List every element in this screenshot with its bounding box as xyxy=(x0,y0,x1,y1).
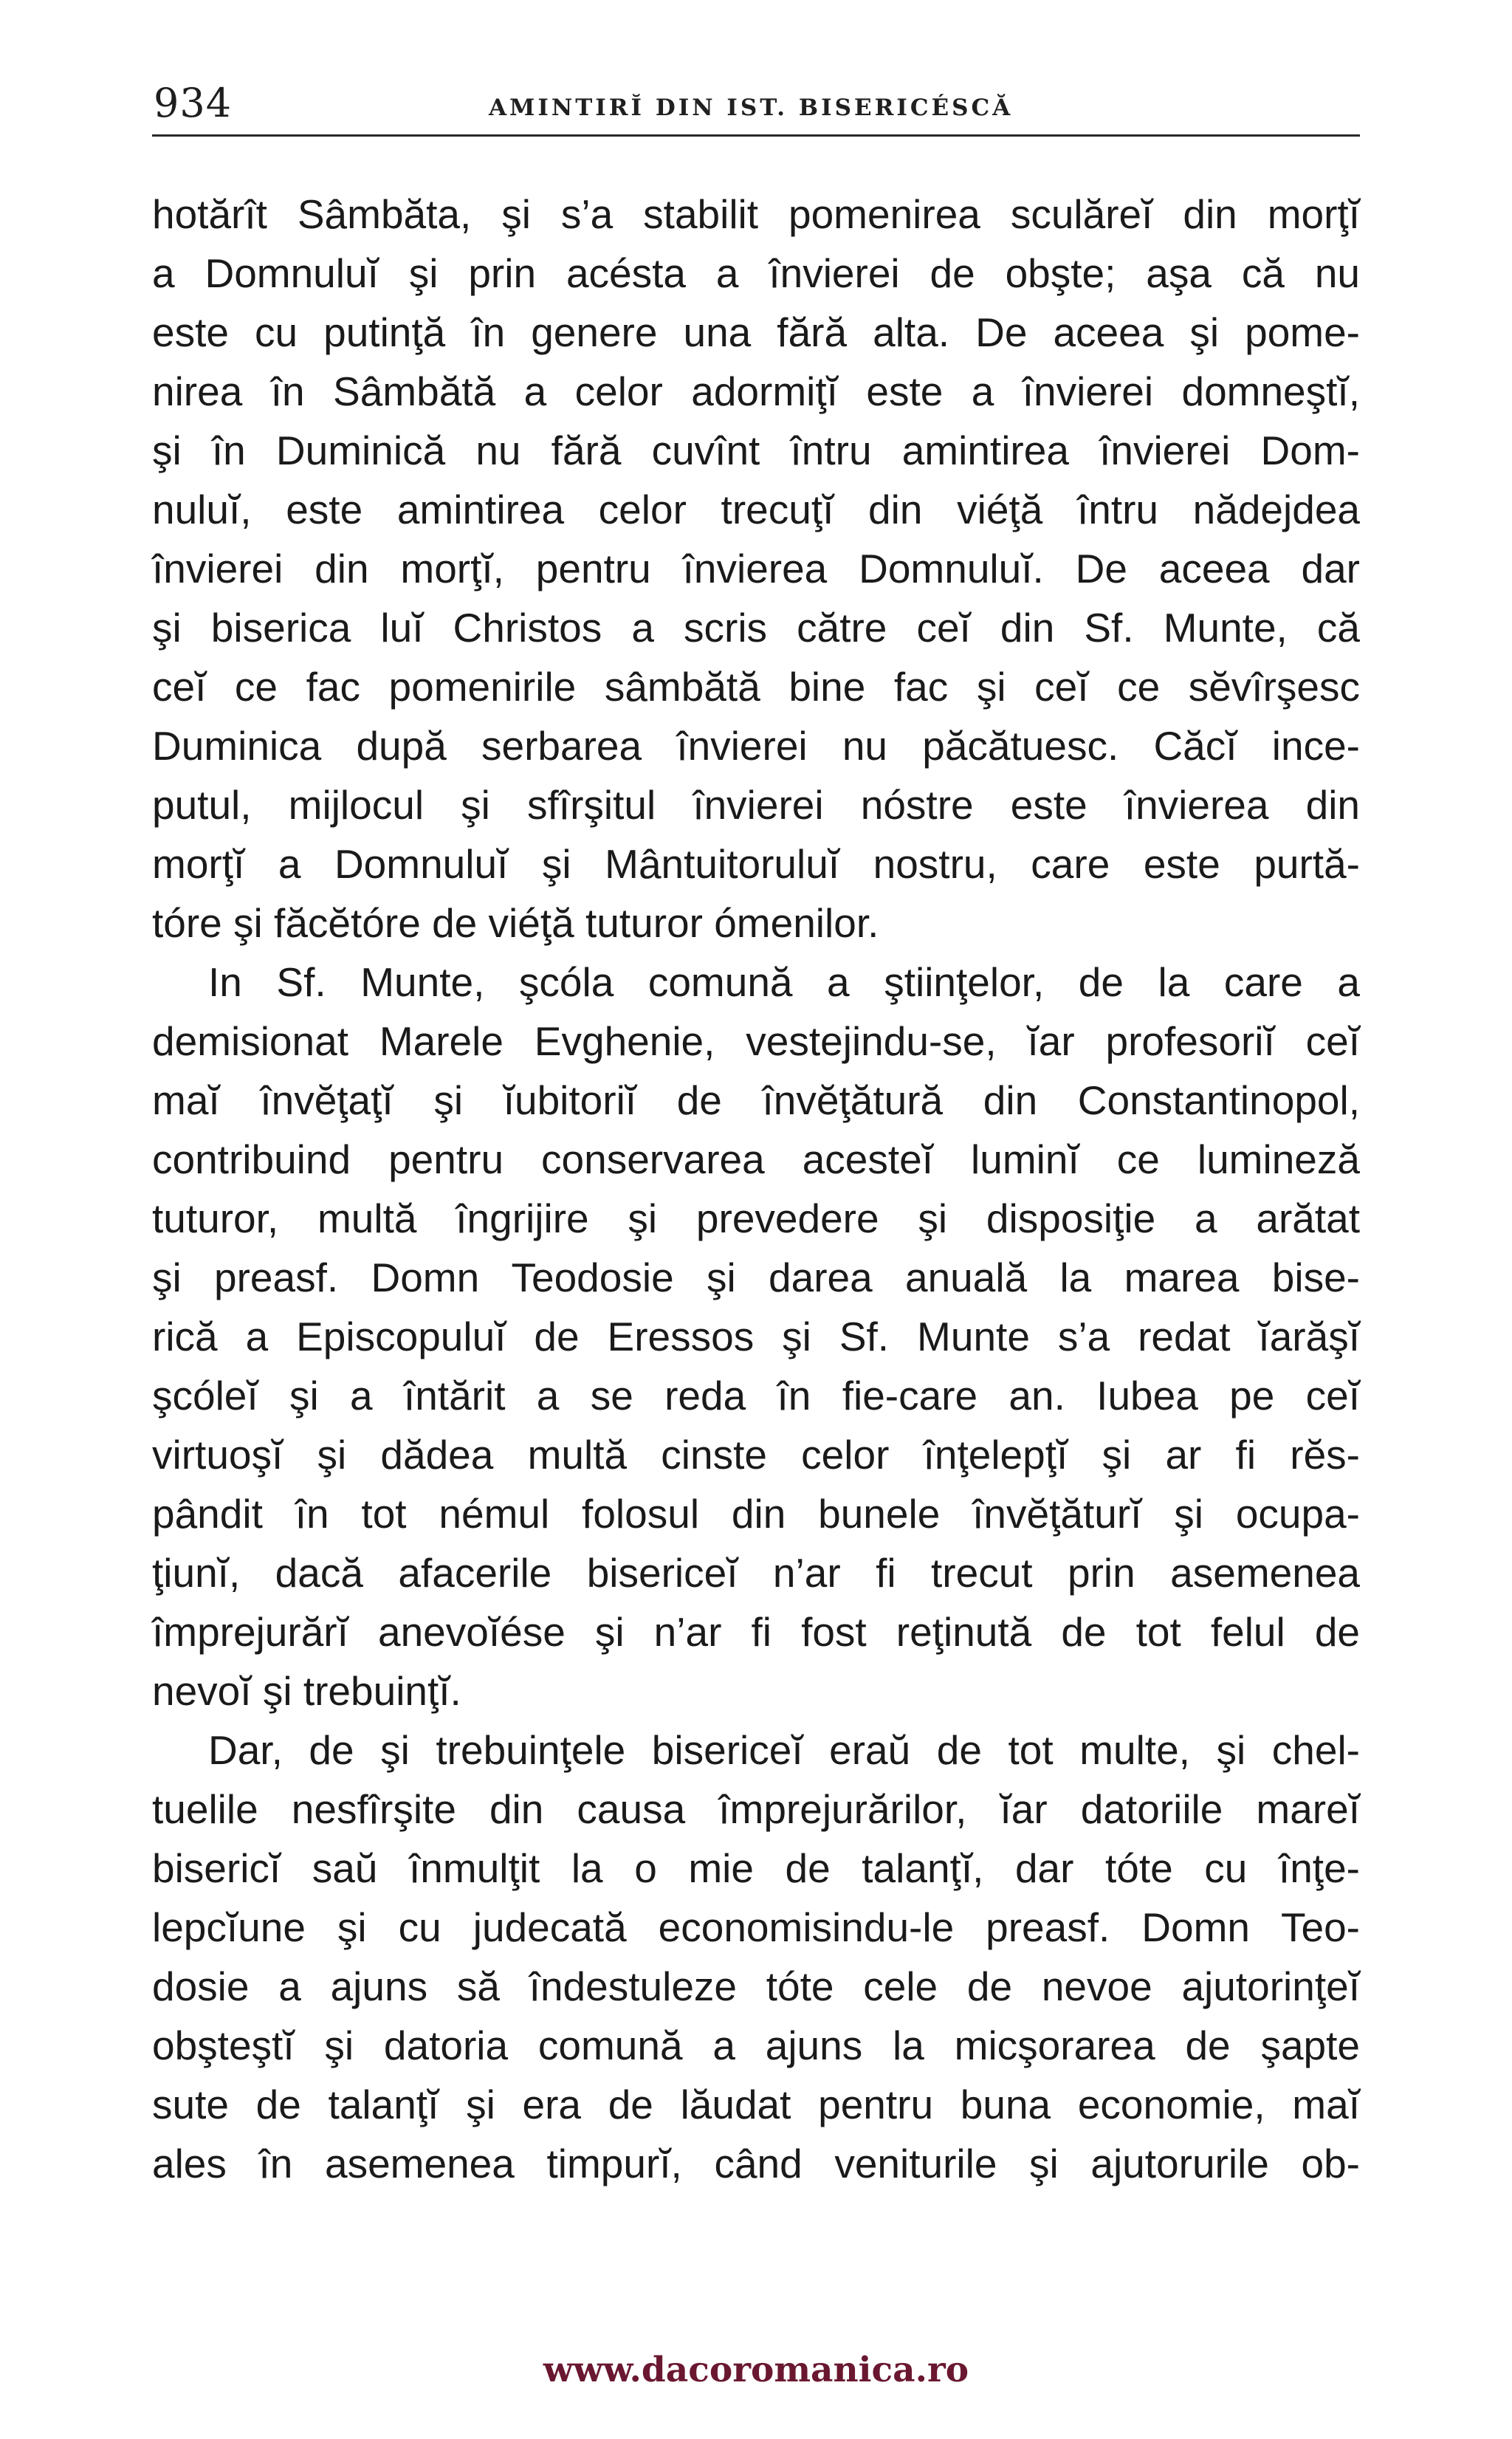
page-header xyxy=(152,77,1360,148)
text-line: şi preasf. Domn Teodosie şi darea anuală la marea bise- xyxy=(152,1255,1360,1300)
paragraph-end-line: nevoĭ şi trebuinţĭ. xyxy=(152,1668,461,1714)
paragraph-end-line: tóre şi făcĕtóre de viéţă tuturor ómenilor. xyxy=(152,900,879,946)
text-line: ţiunĭ, dacă afacerile bisericeĭ n’ar fi trecut prin asemenea xyxy=(152,1550,1360,1596)
text-line: obşteştĭ şi datoria comună a ajuns la micşorarea de şapte xyxy=(152,2023,1360,2068)
text-line: este cu putinţă în genere una fără alta. De aceea şi pome- xyxy=(152,309,1360,355)
text-line: Duminica după serbarea învierei nu păcătuesc. Căcĭ ince- xyxy=(152,723,1360,769)
text-line: putul, mijlocul şi sfîrşitul învierei nóstre este învierea din xyxy=(152,782,1360,828)
text-line: pândit în tot némul folosul din bunele învĕţăturĭ şi ocupa- xyxy=(152,1491,1360,1537)
text-line: şcóleĭ şi a întărit a se reda în fie-care an. Iubea pe ceĭ xyxy=(152,1373,1360,1419)
paragraph-start-line: Dar, de şi trebuinţele bisericeĭ eraŭ de tot multe, şi chel- xyxy=(208,1727,1360,1773)
text-line: ceĭ ce fac pomenirile sâmbătă bine fac şi ceĭ ce sĕvîrşesc xyxy=(152,664,1360,710)
text-line: bisericĭ saŭ înmulţit la o mie de talanţĭ, dar tóte cu înţe- xyxy=(152,1845,1360,1891)
text-line: maĭ învĕţaţĭ şi ĭubitoriĭ de învĕţătură din Constantinopol, xyxy=(152,1077,1360,1123)
paragraph-start-line: In Sf. Munte, şcóla comună a ştiinţelor, de la care a xyxy=(208,959,1360,1005)
text-line: nirea în Sâmbătă a celor adormiţĭ este a învierei domneştĭ, xyxy=(152,368,1360,414)
text-line: sute de talanţĭ şi era de lăudat pentru buna economie, maĭ xyxy=(152,2082,1360,2127)
text-line: virtuoşĭ şi dădea multă cinste celor înţelepţĭ şi ar fi rĕs- xyxy=(152,1432,1360,1478)
page-number: 934 xyxy=(154,80,233,126)
text-line: a Domnuluĭ şi prin acésta a învierei de obşte; aşa că nu xyxy=(152,250,1360,296)
text-line: lepcĭune şi cu judecată economisindu-le preasf. Domn Teo- xyxy=(152,1904,1360,1950)
text-line: nuluĭ, este amintirea celor trecuţĭ din viéţă întru nădejdea xyxy=(152,487,1360,532)
body-text xyxy=(152,185,1360,2193)
text-line: tuturor, multă îngrijire şi prevedere şi disposiţie a arătat xyxy=(152,1196,1360,1241)
text-line: ales în asemenea timpurĭ, când veniturile şi ajutorurile ob- xyxy=(152,2141,1360,2186)
text-line: hotărît Sâmbăta, şi s’a stabilit pomenirea sculăreĭ din morţĭ xyxy=(152,191,1360,237)
text-line: împrejurărĭ anevoĭése şi n’ar fi fost reţinută de tot felul de xyxy=(152,1609,1360,1655)
text-line: rică a Episcopuluĭ de Eressos şi Sf. Munte s’a redat ĭarăşĭ xyxy=(152,1314,1360,1359)
text-line: dosie a ajuns să îndestuleze tóte cele de nevoe ajutorinţeĭ xyxy=(152,1963,1360,2009)
header-rule xyxy=(152,134,1360,137)
text-line: contribuind pentru conservarea acesteĭ luminĭ ce lumineză xyxy=(152,1136,1360,1182)
running-head: AMINTIRĬ DIN IST. BISERICÉSCĂ xyxy=(489,95,1014,121)
text-line: învierei din morţĭ, pentru învierea Domnuluĭ. De aceea dar xyxy=(152,546,1360,591)
text-line: şi biserica luĭ Christos a scris către ceĭ din Sf. Munte, că xyxy=(152,605,1360,651)
text-line: demisionat Marele Evghenie, vestejindu-se, ĭar profesoriĭ ceĭ xyxy=(152,1018,1360,1064)
text-line: tuelile nesfîrşite din causa împrejurărilor, ĭar datoriile mareĭ xyxy=(152,1786,1360,1832)
text-line: şi în Duminică nu fără cuvînt întru amintirea învierei Dom- xyxy=(152,428,1360,473)
text-line: morţĭ a Domnuluĭ şi Mântuitoruluĭ nostru, care este purtă- xyxy=(152,841,1360,887)
page-footer xyxy=(0,2348,1512,2392)
source-watermark-url: www.dacoromanica.ro xyxy=(543,2350,969,2390)
